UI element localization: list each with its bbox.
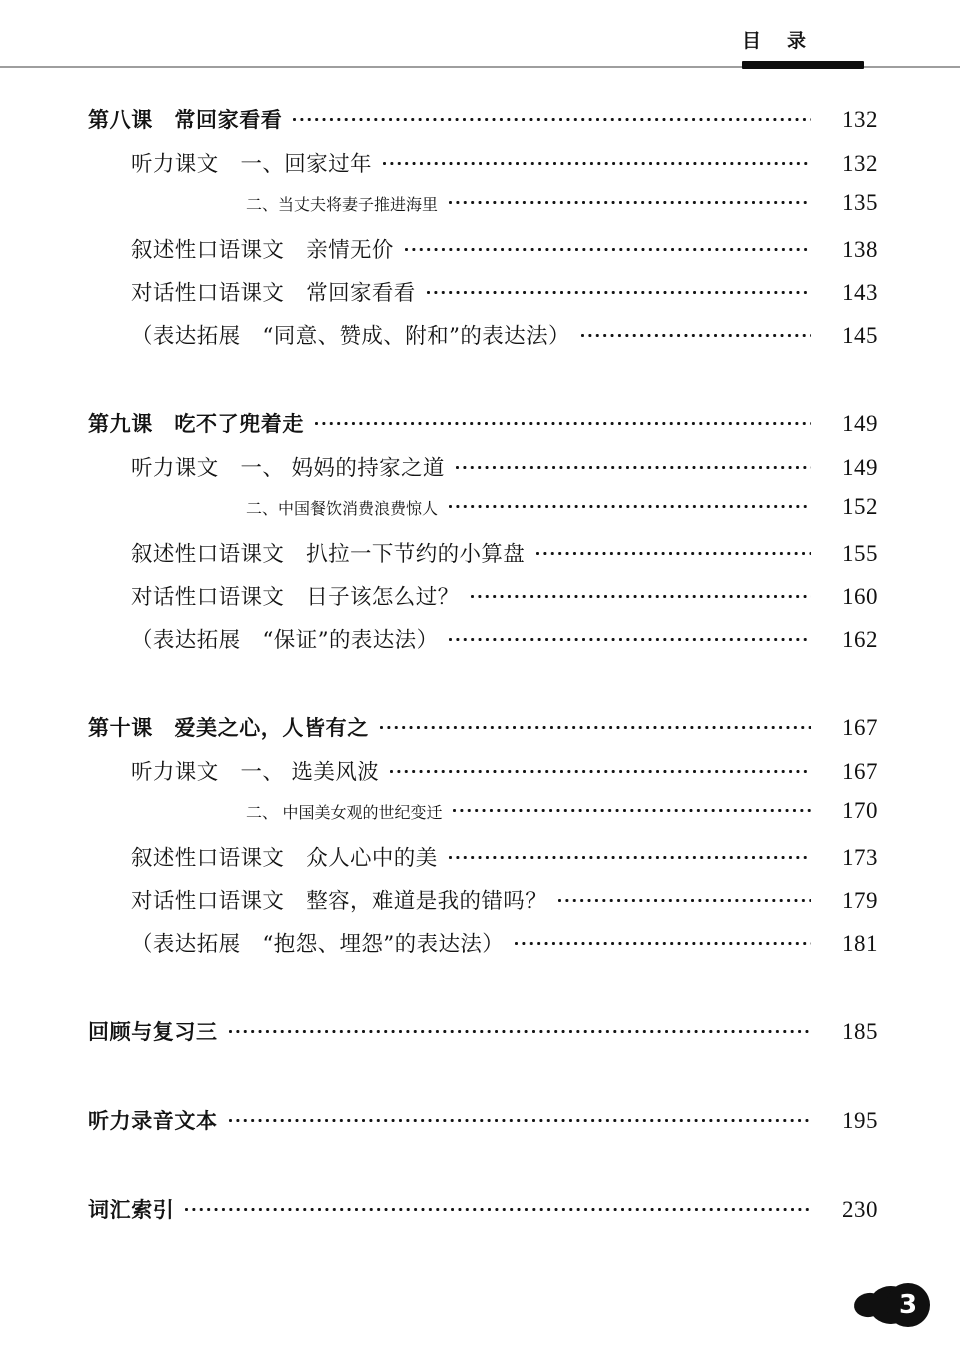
page-folio <box>852 1282 944 1328</box>
toc-entry-page-number: 132 <box>842 107 878 132</box>
toc-entry-label: 听力课文 一、 妈妈的持家之道 <box>131 456 445 481</box>
toc-entry-label: 回顾与复习三 <box>88 1020 218 1044</box>
dot-leader <box>536 545 811 561</box>
toc-entry-page-number: 145 <box>842 323 878 348</box>
toc-entry-page-number: 195 <box>842 1108 878 1133</box>
toc-entry[interactable] <box>88 408 878 451</box>
toc-entry-label: 第九课 吃不了兜着走 <box>88 412 304 436</box>
toc-entry-page-number: 138 <box>842 237 878 262</box>
toc-entry[interactable] <box>131 580 878 623</box>
dot-leader <box>229 1023 811 1039</box>
toc-entry[interactable] <box>131 623 878 666</box>
toc-entry-label: 听力课文 一、 选美风波 <box>131 760 380 785</box>
toc-entry[interactable] <box>131 147 878 190</box>
folio-page-number: 3 <box>898 1290 918 1320</box>
toc-entry-page-number: 149 <box>842 455 878 480</box>
toc-entry-label: 叙述性口语课文 扒拉一下节约的小算盘 <box>131 542 526 567</box>
toc-entry[interactable] <box>246 494 878 537</box>
toc-entry[interactable] <box>131 451 878 494</box>
toc-entry-page-number: 167 <box>842 759 878 784</box>
dot-leader <box>185 1201 811 1217</box>
toc-entry-page-number: 152 <box>842 494 878 519</box>
toc-entry-label: 听力录音文本 <box>88 1109 218 1133</box>
toc-entry-page-number: 162 <box>842 627 878 652</box>
toc-entry[interactable] <box>131 233 878 276</box>
toc-group <box>0 1194 960 1237</box>
dot-leader <box>383 155 811 171</box>
toc-entry-label: 对话性口语课文 常回家看看 <box>131 281 416 306</box>
dot-leader <box>229 1112 811 1128</box>
toc-entry-page-number: 155 <box>842 541 878 566</box>
toc-group <box>0 1016 960 1059</box>
toc-entry-label: 二、当丈夫将妻子推进海里 <box>246 197 439 214</box>
toc-entry-label: （表达拓展 “同意、赞成、附和”的表达法） <box>131 324 570 349</box>
toc-entry[interactable] <box>131 841 878 884</box>
toc-entry-label: 第十课 爱美之心，人皆有之 <box>88 716 369 740</box>
toc-entry-label: 二、中国餐饮消费浪费惊人 <box>246 501 439 518</box>
toc-entry[interactable] <box>246 190 878 233</box>
toc-entry[interactable] <box>131 927 878 970</box>
header-rule-thick <box>742 61 864 69</box>
page-header <box>0 0 960 80</box>
dot-leader <box>515 935 811 951</box>
dot-leader <box>427 284 811 300</box>
dot-leader <box>449 849 811 865</box>
dot-leader <box>390 763 811 779</box>
dot-leader <box>558 892 811 908</box>
toc-entry-label: 词汇索引 <box>88 1198 175 1222</box>
toc-entry[interactable] <box>88 1016 878 1059</box>
toc-entry-page-number: 132 <box>842 151 878 176</box>
toc-entry[interactable] <box>131 319 878 362</box>
toc-entry[interactable] <box>88 1194 878 1237</box>
toc-entry[interactable] <box>88 104 878 147</box>
toc-entry-page-number: 167 <box>842 715 878 740</box>
dot-leader <box>449 631 811 647</box>
dot-leader <box>456 459 811 475</box>
toc-entry[interactable] <box>88 712 878 755</box>
toc-entry-label: 对话性口语课文 日子该怎么过？ <box>131 585 460 610</box>
toc-group <box>0 104 960 362</box>
dot-leader <box>453 802 811 818</box>
toc-entry-page-number: 181 <box>842 931 878 956</box>
dot-leader <box>315 415 811 431</box>
dot-leader <box>471 588 811 604</box>
toc-entry-page-number: 173 <box>842 845 878 870</box>
toc-group <box>0 712 960 970</box>
toc-entry-page-number: 160 <box>842 584 878 609</box>
toc-group <box>0 408 960 666</box>
dot-leader <box>380 719 811 735</box>
dot-leader <box>449 194 811 210</box>
toc-entry-page-number: 230 <box>842 1197 878 1222</box>
dot-leader <box>449 498 811 514</box>
toc-entry-page-number: 149 <box>842 411 878 436</box>
toc-group <box>0 1105 960 1148</box>
dot-leader <box>293 111 811 127</box>
toc-entry-page-number: 135 <box>842 190 878 215</box>
toc-entry-label: 二、 中国美女观的世纪变迁 <box>246 805 443 822</box>
running-head-title: 目录 <box>742 30 833 52</box>
toc-entry-label: 对话性口语课文 整容，难道是我的错吗？ <box>131 889 548 914</box>
toc-entry-label: 叙述性口语课文 众人心中的美 <box>131 846 438 871</box>
toc-entry[interactable] <box>131 755 878 798</box>
toc-entry-label: 听力课文 一、回家过年 <box>131 152 372 177</box>
dot-leader <box>405 241 811 257</box>
toc-entry[interactable] <box>246 798 878 841</box>
toc-entry[interactable] <box>131 276 878 319</box>
toc-entry-page-number: 170 <box>842 798 878 823</box>
toc-entry[interactable] <box>88 1105 878 1148</box>
toc-entry-label: 叙述性口语课文 亲情无价 <box>131 238 394 263</box>
toc-entry-page-number: 143 <box>842 280 878 305</box>
toc-entry-label: （表达拓展 “抱怨、埋怨”的表达法） <box>131 932 505 957</box>
dot-leader <box>581 327 811 343</box>
toc-entry-page-number: 179 <box>842 888 878 913</box>
toc-entry[interactable] <box>131 884 878 927</box>
table-of-contents <box>0 104 960 1237</box>
toc-entry-page-number: 185 <box>842 1019 878 1044</box>
toc-entry-label: （表达拓展 “保证”的表达法） <box>131 628 439 653</box>
toc-entry-label: 第八课 常回家看看 <box>88 108 283 132</box>
toc-entry[interactable] <box>131 537 878 580</box>
